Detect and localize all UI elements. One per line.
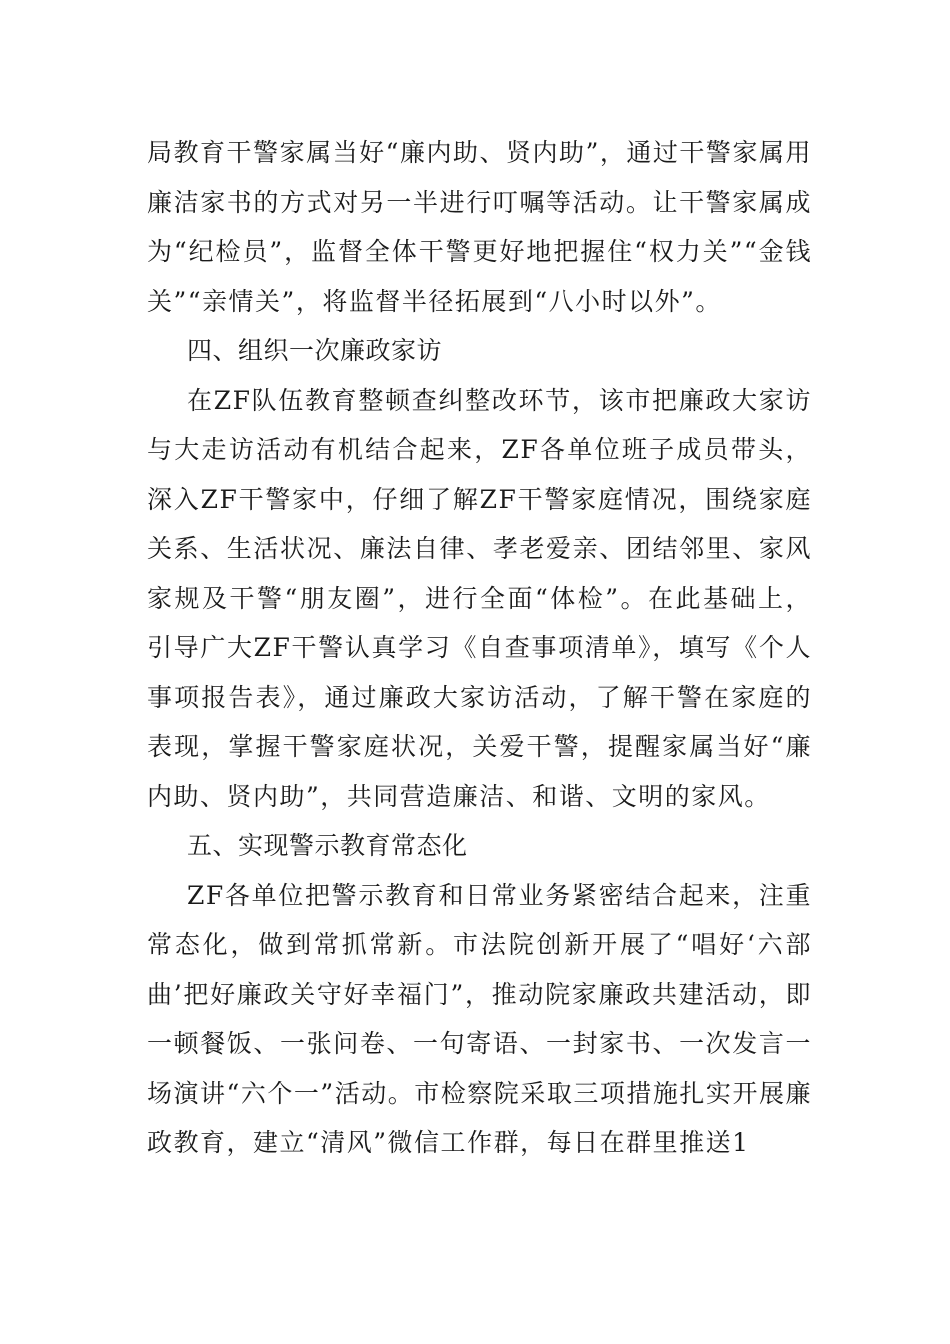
section-heading-4: 四、组织一次廉政家访 — [187, 336, 443, 365]
document-body — [147, 128, 812, 1168]
paragraph-warning-education: ZF各单位把警示教育和日常业务紧密结合起来，注重常态化，做到常抓常新。市法院创新开展了“唱好‘六部曲’把好廉政关守好幸福门”，推动院家廉政共建活动，即一顿餐饭、一张问卷、一句寄语、一封家书、一次发言一场演讲“六个一”活动。市检察院采取三项措施扎实开展廉政教育，建立“清风”微信工作群，每日在群里推送1 — [147, 880, 812, 1157]
section-heading-5: 五、实现警示教育常态化 — [187, 831, 468, 860]
paragraph-continuation: 局教育干警家属当好“廉内助、贤内助”，通过干警家属用廉洁家书的方式对另一半进行叮嘱等活动。让干警家属成为“纪检员”，监督全体干警更好地把握住“权力关”“金钱关”“亲情关”，将监督半径拓展到“八小时以外”。 — [147, 138, 812, 316]
paragraph-family-visit: 在ZF队伍教育整顿查纠整改环节，该市把廉政大家访与大走访活动有机结合起来，ZF各单位班子成员带头，深入ZF干警家中，仔细了解ZF干警家庭情况，围绕家庭关系、生活状况、廉法自律、孝老爱亲、团结邻里、家风家规及干警“朋友圈”，进行全面“体检”。在此基础上，引导广大ZF干警认真学习《自查事项清单》，填写《个人事项报告表》，通过廉政大家访活动，了解干警在家庭的表现，掌握干警家庭状况，关爱干警，提醒家属当好“廉内助、贤内助”，共同营造廉洁、和谐、文明的家风。 — [147, 385, 812, 811]
